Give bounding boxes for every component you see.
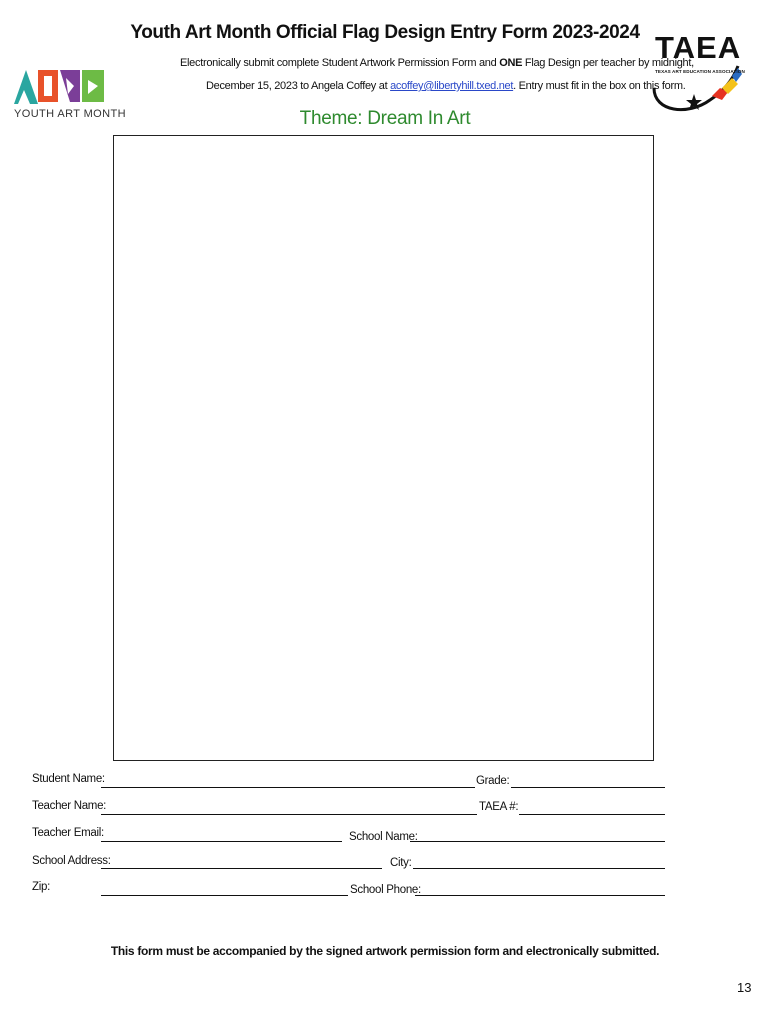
page-title: Youth Art Month Official Flag Design Entry Form 2023-2024 bbox=[130, 22, 640, 43]
taea-wordmark: TAEA bbox=[655, 30, 742, 65]
instructions-line-1 bbox=[180, 57, 694, 69]
student-name-label: Student Name: bbox=[32, 773, 105, 785]
instructions-text: December 15, 2023 to Angela Coffey at bbox=[206, 80, 391, 92]
school-name-label: School Name: bbox=[349, 831, 418, 843]
school-phone-field[interactable] bbox=[415, 895, 665, 896]
teacher-email-label: Teacher Email: bbox=[32, 827, 104, 839]
flag-design-box[interactable] bbox=[113, 135, 654, 761]
instructions-text: . Entry must fit in the box on this form. bbox=[513, 80, 686, 92]
instructions-text: Flag Design per teacher by midnight, bbox=[522, 57, 694, 69]
theme-heading: Theme: Dream In Art bbox=[299, 108, 471, 129]
instructions-line-2 bbox=[206, 80, 685, 92]
student-name-field[interactable] bbox=[101, 787, 475, 788]
city-label: City: bbox=[390, 857, 412, 869]
school-address-field[interactable] bbox=[101, 868, 382, 869]
teacher-name-field[interactable] bbox=[101, 814, 477, 815]
taea-subtitle: TEXAS ART EDUCATION ASSOCIATION bbox=[655, 69, 745, 74]
page-number: 13 bbox=[737, 980, 752, 995]
teacher-email-field[interactable] bbox=[101, 841, 342, 842]
zip-label: Zip: bbox=[32, 881, 50, 893]
footer-note: This form must be accompanied by the signed artwork permission form and electronically submitted. bbox=[110, 944, 660, 958]
grade-field[interactable] bbox=[511, 787, 665, 788]
zip-field[interactable] bbox=[101, 895, 348, 896]
grade-label: Grade: bbox=[476, 775, 510, 787]
teacher-name-label: Teacher Name: bbox=[32, 800, 107, 812]
school-address-label: School Address: bbox=[32, 855, 111, 867]
school-name-field[interactable] bbox=[410, 841, 665, 842]
school-phone-label: School Phone: bbox=[350, 884, 421, 896]
instructions-bold: ONE bbox=[499, 57, 523, 69]
taea-number-label: TAEA #: bbox=[479, 801, 519, 813]
youth-art-month-wordmark: YOUTH ART MONTH bbox=[14, 108, 126, 120]
instructions-text: Electronically submit complete Student Artwork Permission Form and bbox=[180, 57, 500, 69]
email-link[interactable]: acoffey@libertyhill.txed.net bbox=[390, 80, 514, 92]
city-field[interactable] bbox=[413, 868, 665, 869]
taea-number-field[interactable] bbox=[519, 814, 665, 815]
